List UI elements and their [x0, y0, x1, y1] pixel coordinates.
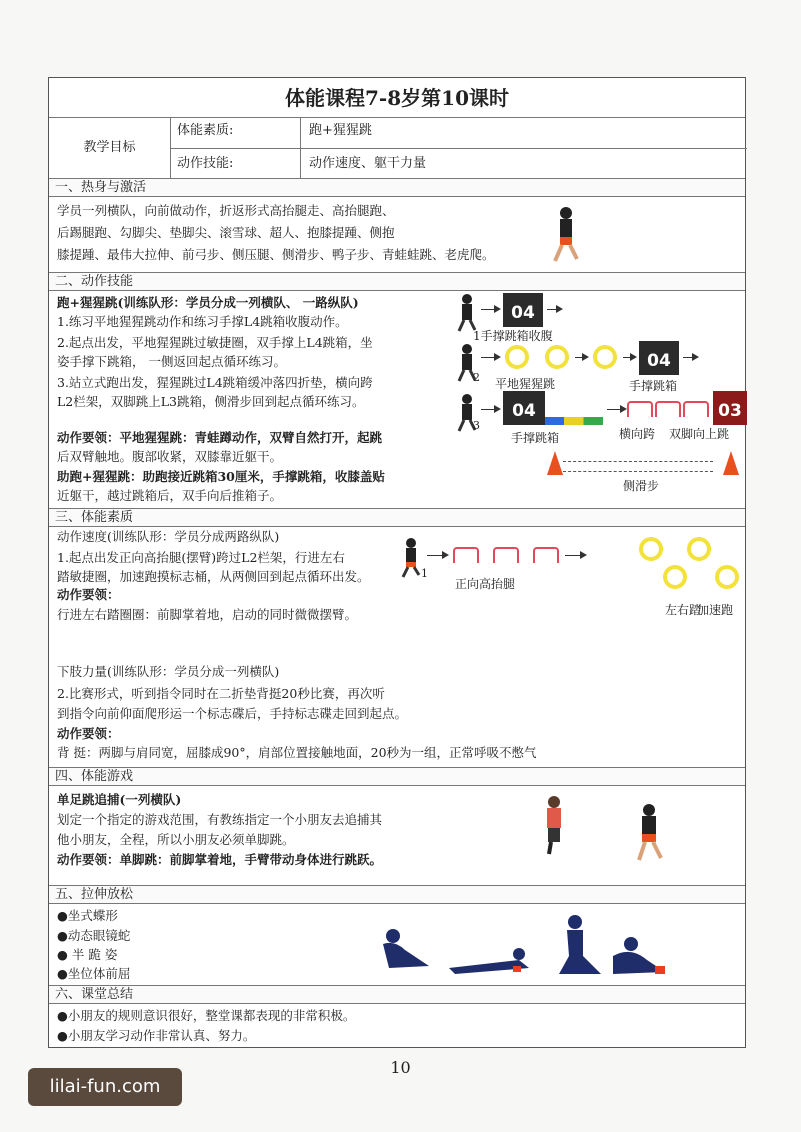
arrow-icon — [683, 357, 697, 358]
arrow-icon — [565, 555, 585, 556]
fitness-line: 背 挺：两脚与肩同宽，屈膝成90°，肩部位置接触地面，20秒为一组，正常呼吸不憋气 — [57, 745, 537, 760]
goals-key-2: 动作技能: — [171, 149, 301, 178]
skills-line: 3.站立式跑出发，猩猩跳过L4跳箱缓冲落四折垫，横向跨 — [57, 375, 373, 390]
slide-path — [563, 461, 713, 462]
agility-ring — [639, 537, 663, 561]
arrow-icon — [575, 357, 587, 358]
stretch-poses-icon — [369, 910, 669, 982]
section-stretch-heading: 五、拉伸放松 — [49, 886, 745, 904]
jump-box-2: 04 — [639, 341, 679, 375]
game-line: 他小朋友，全程，所以小朋友必须单脚跳。 — [57, 832, 295, 847]
running-kid-icon — [549, 205, 583, 265]
hopping-kid-icon — [629, 802, 669, 864]
skills-line: 1.练习平地猩猩跳动作和练习手撑L4跳箱收腹动作。 — [57, 314, 348, 329]
diagram-caption: 横向跨 — [619, 427, 656, 441]
arrow-icon — [481, 409, 499, 410]
stretch-item: ●坐位体前屈 — [57, 966, 131, 981]
goals-val-1: 跑+猩猩跳 — [309, 123, 372, 138]
fitness-line: 行进左右踏圈圈：前脚掌着地，启动的同时微微摆臂。 — [57, 607, 358, 622]
agility-ring — [715, 565, 739, 589]
agility-ring — [545, 345, 569, 369]
skills-line: 近躯干，越过跳箱后，双手向后推箱子。 — [57, 488, 283, 503]
goals-key-1: 体能素质: — [171, 118, 301, 148]
summary-item: ●小朋友学习动作非常认真、努力。 — [57, 1028, 256, 1043]
diagram-caption: 双脚向上跳 — [669, 427, 730, 441]
agility-ring — [505, 345, 529, 369]
fitness-line: 踏敏捷圈，加速跑摸标志桶，从两侧回到起点循环出发。 — [57, 569, 370, 584]
diagram-caption: 手撑跳箱 — [511, 431, 560, 445]
diagram-caption: 加速跑 — [697, 603, 734, 617]
game-line: 划定一个指定的游戏范围，有教练指定一个小朋友去追捕其 — [57, 812, 383, 827]
page-title: 体能课程7-8岁第10课时 — [49, 78, 745, 118]
hurdle-icon — [493, 547, 519, 563]
arrow-icon — [481, 357, 499, 358]
stretch-item: ●坐式蝶形 — [57, 908, 118, 923]
skills-line: 姿手撑下跳箱， 一侧返回起点循环练习。 — [57, 354, 286, 369]
skills-line: 助跑+猩猩跳：助跑接近跳箱30厘米，手撑跳箱，收膝盖贴 — [57, 469, 385, 484]
skills-line: 后双臂触地。腹部收紧，双膝靠近躯干。 — [57, 449, 283, 464]
hurdle-icon — [683, 401, 709, 417]
stretch-item: ● 半 跪 姿 — [57, 947, 118, 962]
game-line: 动作要领：单脚跳：前脚掌着地，手臂带动身体进行跳跃。 — [57, 852, 383, 867]
step-number: 1 — [421, 567, 428, 580]
warmup-line: 膝提踵、最伟大拉伸、前弓步、侧压腿、侧滑步、鸭子步、青蛙蛙跳、老虎爬。 — [57, 247, 495, 262]
jump-box-4: 03 — [713, 391, 747, 425]
hurdle-icon — [453, 547, 479, 563]
diagram-caption: 左右踏 — [665, 603, 702, 617]
skills-diagram — [447, 291, 747, 509]
arrow-icon — [481, 309, 499, 310]
diagram-caption: 平地猩猩跳 — [495, 377, 556, 391]
game-line: 单足跳追捕(一列横队) — [57, 792, 182, 807]
goals-table — [49, 118, 745, 179]
jump-box-3: 04 — [503, 391, 545, 425]
watermark: lilai-fun.com — [28, 1068, 182, 1106]
warmup-line: 学员一列横队，向前做动作，折返形式高抬腿走、高抬腿跑、 — [57, 203, 395, 218]
goals-label: 教学目标 — [49, 118, 171, 178]
fitness-line: 动作要领： — [57, 726, 120, 741]
section-fitness — [49, 527, 745, 768]
cone-icon — [547, 451, 563, 475]
fitness-line: 动作要领： — [57, 587, 120, 602]
section-warmup-heading: 一、热身与激活 — [49, 179, 745, 197]
arrow-icon — [607, 409, 625, 410]
hurdle-icon — [655, 401, 681, 417]
section-skills-heading: 二、动作技能 — [49, 273, 745, 291]
fitness-line: 1.起点出发正向高抬腿(摆臂)跨过L2栏架，行进左右 — [57, 550, 345, 565]
section-skills — [49, 291, 745, 509]
arrow-icon — [547, 309, 561, 310]
arrow-icon — [427, 555, 447, 556]
section-game-heading: 四、体能游戏 — [49, 768, 745, 786]
hopping-kid-icon — [537, 794, 571, 856]
goals-val-2: 动作速度、躯干力量 — [309, 156, 427, 171]
warmup-line: 后踢腿跑、勾脚尖、垫脚尖、滚雪球、超人、抱膝提踵、侧抱 — [57, 225, 395, 240]
diagram-caption: 1手撑跳箱收腹 — [473, 329, 553, 343]
folding-mat — [545, 417, 603, 425]
lesson-sheet — [48, 77, 746, 1048]
section-warmup — [49, 197, 745, 273]
cone-icon — [723, 451, 739, 475]
slide-path — [563, 471, 713, 472]
fitness-line: 2.比赛形式，听到指令同时在二折垫背挺20秒比赛，再次听 — [57, 686, 385, 701]
arrow-icon — [623, 357, 635, 358]
running-kid-icon — [399, 537, 423, 579]
skills-line: 跑+猩猩跳(训练队形：学员分成一列横队、 一路纵队) — [57, 295, 359, 310]
section-summary — [49, 1004, 745, 1049]
step-number: 2 — [473, 371, 480, 384]
stretch-item: ●动态眼镜蛇 — [57, 928, 131, 943]
diagram-caption: 手撑跳箱 — [629, 379, 678, 393]
hurdle-icon — [533, 547, 559, 563]
skills-line: 动作要领：平地猩猩跳：青蛙蹲动作，双臂自然打开，起跳 — [57, 430, 383, 445]
page-number: 10 — [390, 1058, 411, 1077]
diagram-caption: 正向高抬腿 — [455, 577, 516, 591]
agility-ring — [663, 565, 687, 589]
fitness-line: 动作速度(训练队形：学员分成两路纵队) — [57, 529, 280, 544]
diagram-caption: 侧滑步 — [623, 479, 660, 493]
fitness-line: 到指令向前仰面爬形运一个标志碟后，手持标志碟走回到起点。 — [57, 706, 408, 721]
summary-item: ●小朋友的规则意识很好，整堂课都表现的非常积极。 — [57, 1008, 356, 1023]
skills-line: L2栏架，双脚跳上L3跳箱，侧滑步回到起点循环练习。 — [57, 394, 365, 409]
skills-line: 2.起点出发，平地猩猩跳过敏捷圈，双手撑上L4跳箱，坐 — [57, 335, 373, 350]
jump-box-1: 04 — [503, 293, 543, 327]
agility-ring — [593, 345, 617, 369]
step-number: 3 — [473, 419, 480, 432]
fitness-line: 下肢力量(训练队形：学员分成一列横队) — [57, 664, 280, 679]
section-stretch — [49, 904, 745, 986]
section-summary-heading: 六、课堂总结 — [49, 986, 745, 1004]
fitness-diagram — [397, 537, 743, 647]
hurdle-icon — [627, 401, 653, 417]
section-fitness-heading: 三、体能素质 — [49, 509, 745, 527]
agility-ring — [687, 537, 711, 561]
section-game — [49, 786, 745, 886]
